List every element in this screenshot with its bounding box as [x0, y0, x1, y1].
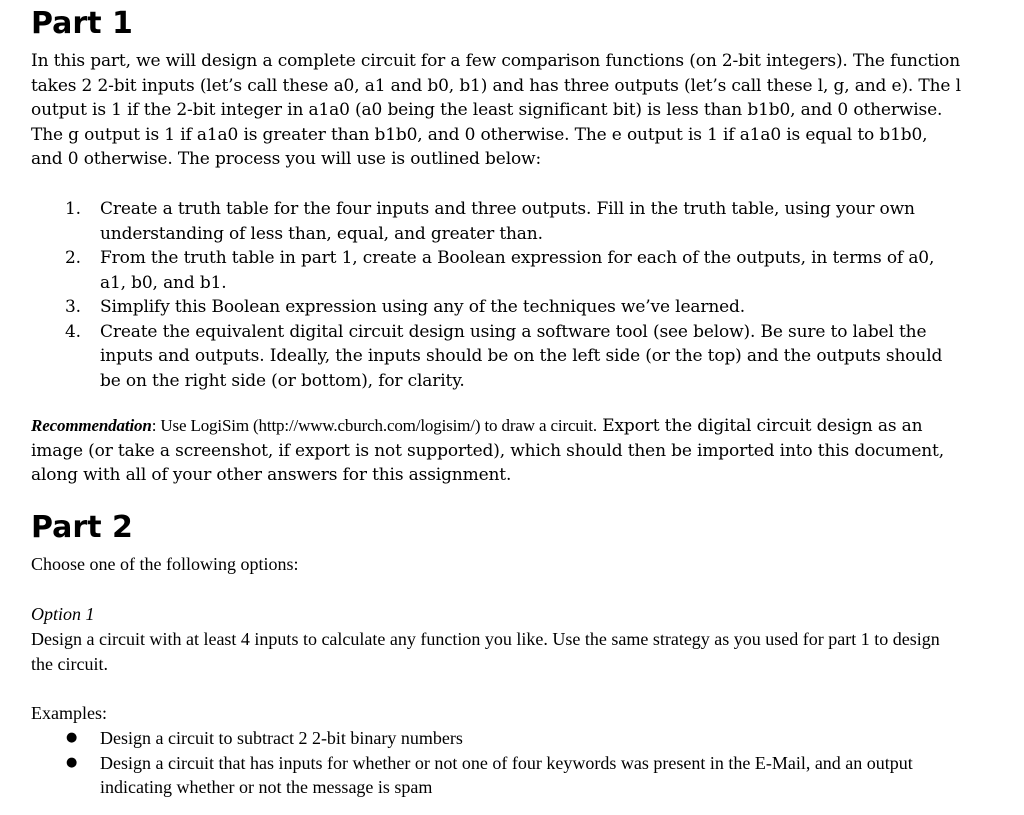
step-text: Create the equivalent digital circuit design using a software tool (see below). Be sure to label the inputs and outputs. Ideally, the inputs should be on the left side (or the top) and the outputs should be on the right side (or bottom), for clarity. — [100, 321, 943, 391]
step-number: 2. — [65, 248, 81, 268]
examples-label: Examples: — [31, 703, 107, 723]
recommendation-paragraph — [31, 414, 961, 488]
example-text: Design a circuit to subtract 2 2-bit binary numbers — [100, 728, 463, 748]
list-item — [31, 726, 961, 751]
recommendation-lead-end: ) to draw a circuit. — [474, 416, 597, 435]
part1-intro-paragraph: In this part, we will design a complete circuit for a few comparison functions (on 2-bit integers). The function takes 2 2-bit inputs (let’s call these a0, a1 and b0, b1) and has three outputs (let’s call these l, g, and e). The l output is 1 if the 2-bit integer in a1a0 (a0 being the least significant bit) is less than b1b0, and 0 otherwise. The g output is 1 if a1a0 is greater than b1b0, and 0 otherwise. The e output is 1 if a1a0 is equal to b1b0, and 0 otherwise. The process you will use is outlined below: — [31, 51, 961, 169]
step-number: 4. — [65, 321, 81, 342]
recommendation-label: Recommendation — [31, 416, 152, 435]
step-number: 3. — [65, 297, 81, 317]
recommendation-rest: Export the digital circuit design as an image (or take a screenshot, if export is not supported), which should then be imported into this document, along with all of your other answers for this assignment. — [31, 416, 944, 485]
step-text: Create a truth table for the four inputs and three outputs. Fill in the truth table, using your own understanding of less than, equal, and greater than. — [100, 199, 915, 244]
process-steps-list — [31, 197, 961, 393]
step-number: 1. — [65, 199, 81, 219]
option1-text: Design a circuit with at least 4 inputs to calculate any function you like. Use the same strategy as you used for part 1 to design the circuit. — [31, 629, 940, 674]
recommendation-lead: Use LogiSim ( — [160, 416, 259, 435]
example-text: Design a circuit that has inputs for whether or not one of four keywords was present in the E-Mail, and an output indicating whether or not the message is spam — [100, 752, 913, 797]
step-text: Simplify this Boolean expression using any of the techniques we’ve learned. — [100, 297, 746, 317]
list-item — [31, 246, 961, 295]
recommendation-colon: : — [151, 416, 161, 435]
part2-heading: Part 2 — [31, 510, 133, 545]
logisim-url-link[interactable]: http://www.cburch.com/logisim/ — [258, 416, 475, 435]
bullet-icon: ● — [66, 730, 78, 745]
list-item — [31, 197, 961, 246]
examples-list — [31, 726, 961, 800]
list-item — [31, 751, 961, 800]
list-item — [31, 320, 961, 394]
option1-title: Option 1 — [31, 604, 95, 624]
step-text: From the truth table in part 1, create a Boolean expression for each of the outputs, in terms of a0, a1, b0, and b1. — [100, 248, 935, 293]
bullet-icon: ● — [66, 754, 78, 770]
part1-heading: Part 1 — [31, 6, 133, 41]
part2-choose-text: Choose one of the following options: — [31, 554, 299, 574]
list-item — [31, 295, 961, 320]
